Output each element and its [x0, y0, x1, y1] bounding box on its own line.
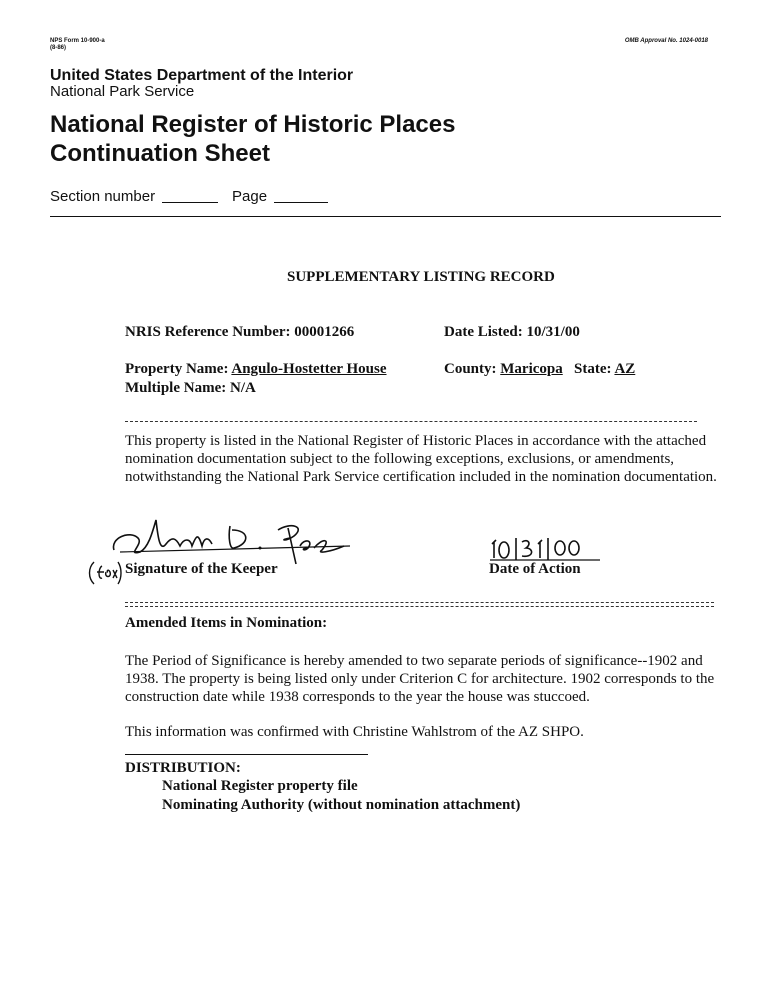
form-number: NPS Form 10-900-a (8-86) [50, 38, 105, 51]
property-name: Property Name: Angulo-Hostetter House [125, 361, 387, 377]
title-line-2: Continuation Sheet [50, 140, 270, 167]
confirmation-paragraph: This information was confirmed with Christine Wahlstrom of the AZ SHPO. [125, 724, 584, 740]
amendments-paragraph: The Period of Significance is hereby amended to two separate periods of significance--1902 and 1938. The property is being listed only under Criterion C for architecture. 1902 corresponds to the construction date while 1938 corresponds to the year the house was stuccoed. [125, 653, 715, 705]
page-field: Page [232, 188, 328, 205]
nris-reference: NRIS Reference Number: 00001266 [125, 324, 355, 340]
keeper-signature [100, 508, 360, 568]
department-name: United States Department of the Interior [50, 67, 354, 84]
omb-approval: OMB Approval No. 1024-0018 [624, 38, 708, 44]
agency-name: National Park Service [50, 83, 195, 100]
section-number-field: Section number [50, 188, 218, 205]
handwritten-date [488, 536, 604, 562]
record-heading: SUPPLEMENTARY LISTING RECORD [287, 269, 555, 285]
handwritten-for [86, 558, 122, 586]
county-state: County: Maricopa State: AZ [444, 361, 636, 377]
keeper-signature-label: Signature of the Keeper [125, 561, 278, 577]
date-of-action-label: Date of Action [489, 561, 581, 577]
divider-double-dashed [125, 602, 714, 607]
header-rule [50, 216, 721, 217]
listing-statement: This property is listed in the National Register of Historic Places in accordance with the attached nomination documentation subject to the following exceptions, exclusions, or amendments, notwithstanding the National Park Service certification included in the nomination documentation. [125, 433, 717, 485]
distribution-item: Nominating Authority (without nomination attachment) [162, 797, 521, 813]
date-listed: Date Listed: 10/31/00 [444, 324, 580, 340]
distribution-heading: DISTRIBUTION: [125, 760, 241, 776]
divider-dashed [125, 421, 697, 422]
distribution-item: National Register property file [162, 778, 358, 794]
title-line-1: National Register of Historic Places [50, 111, 456, 138]
multiple-name: Multiple Name: N/A [125, 380, 256, 396]
page-title [50, 110, 455, 168]
distribution-rule [125, 754, 368, 755]
amendments-heading: Amended Items in Nomination: [125, 615, 328, 631]
